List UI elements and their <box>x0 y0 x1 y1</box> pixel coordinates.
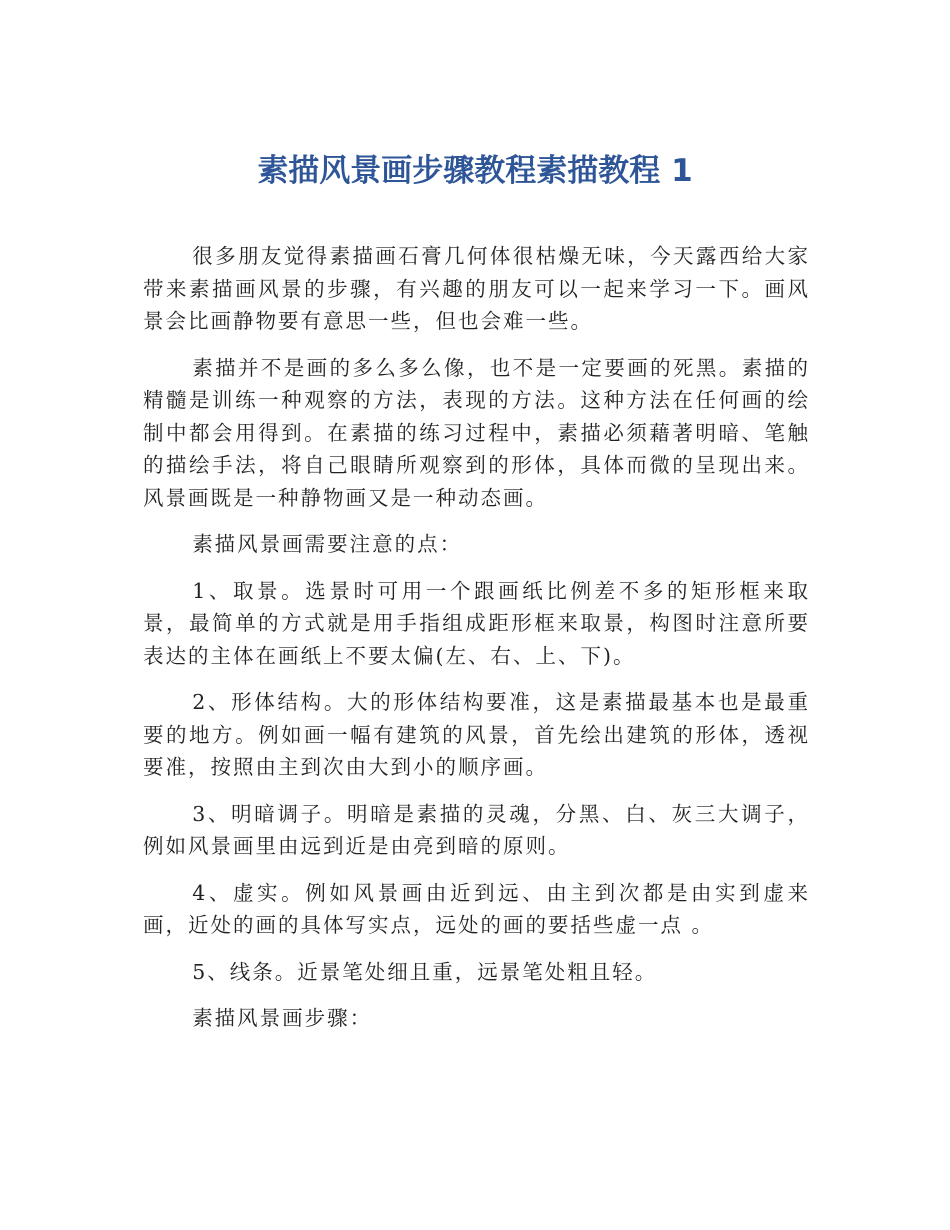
paragraph-point-3: 3、明暗调子。明暗是素描的灵魂，分黑、白、灰三大调子，例如风景画里由远到近是由亮到暗的原则。 <box>143 801 810 858</box>
document-body <box>143 240 810 1049</box>
paragraph-point-1: 1、取景。选景时可用一个跟画纸比例差不多的矩形框来取景，最简单的方式就是用手指组成距形框来取景，构图时注意所要表达的主体在画纸上不要太偏(左、右、上、下)。 <box>143 578 810 668</box>
paragraph-point-5: 5、线条。近景笔处细且重，远景笔处粗且轻。 <box>192 959 658 984</box>
paragraph-point-2: 2、形体结构。大的形体结构要准，这是素描最基本也是最重要的地方。例如画一幅有建筑的风景，首先绘出建筑的形体，透视要准，按照由主到次由大到小的顺序画。 <box>143 690 810 779</box>
paragraph-notes-heading: 素描风景画需要注意的点： <box>192 532 463 556</box>
paragraph-intro: 很多朋友觉得素描画石膏几何体很枯燥无味，今天露西给大家带来素描画风景的步骤，有兴趣的朋友可以一起来学习一下。画风景会比画静物要有意思一些，但也会难一些。 <box>143 244 810 333</box>
document-title: 素描风景画步骤教程素描教程 1 <box>257 153 693 189</box>
paragraph-point-4: 4、虚实。例如风景画由近到远、由主到次都是由实到虚来画，近处的画的具体写实点，远处的画的要括些虚一点 。 <box>143 880 810 937</box>
paragraph-sketch-essence: 素描并不是画的多么多么像，也不是一定要画的死黑。素描的精髓是训练一种观察的方法，表现的方法。这种方法在任何画的绘制中都会用得到。在素描的练习过程中，素描必须藉著明暗、笔触的描绘手法，将自己眼睛所观察到的形体，具体而微的呈现出来。风景画既是一种静物画又是一种动态画。 <box>143 355 810 510</box>
paragraph-steps-heading: 素描风景画步骤： <box>192 1006 373 1030</box>
